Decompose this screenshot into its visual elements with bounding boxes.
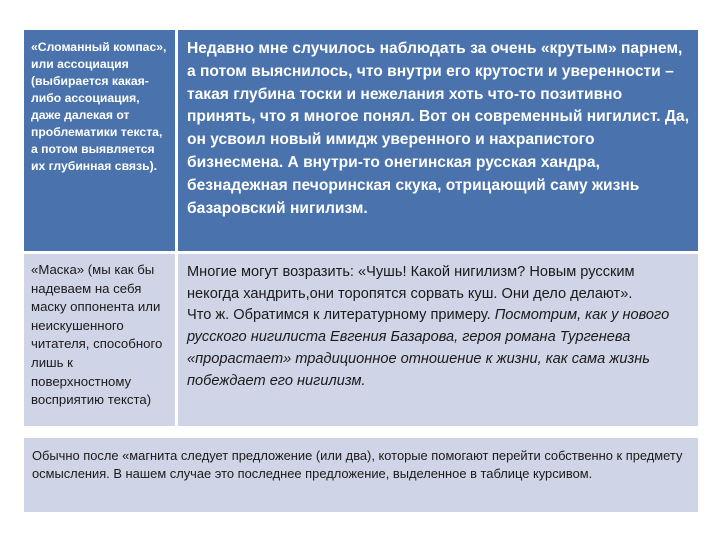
technique-example-mask — [178, 254, 698, 426]
example-paragraph-response — [187, 305, 690, 392]
technique-name-broken-compass: «Сломанный компас», или ассоциация (выбирается какая-либо ассоциация, даже далекая от проблематики текста, а потом выявляется их глубинная связь). — [24, 30, 175, 251]
techniques-table — [24, 30, 698, 426]
example-paragraph-objection: Многие могут возразить: «Чушь! Какой нигилизм? Новым русским некогда хандрить,они торопятся сорвать куш. Они дело делают». — [187, 264, 635, 302]
footnote-box: Обычно после «магнита следует предложение (или два), которые помогают перейти собственно к предмету осмысления. В нашем случае это последнее предложение, выделенное в таблице курсивом. — [24, 438, 698, 512]
response-plain-text: Что ж. Обратимся к литературному примеру. — [187, 307, 495, 324]
technique-example-broken-compass: Недавно мне случилось наблюдать за очень «крутым» парнем, а потом выяснилось, что внутри его крутости и уверенности – такая глубина тоски и нежелания хоть что-то позитивно принять, что я многое понял. Вот он современный нигилист. Да, он усвоил новый имидж уверенного и нахрапистого бизнесмена. А внутри-то онегинская русская хандра, безнадежная печоринская скука, отрицающий саму жизнь базаровский нигилизм. — [178, 30, 698, 251]
response-italic-text: Посмотрим, как у нового русского нигилиста Евгения Базарова, героя романа Тургенева «прорастает» традиционное отношение к жизни, как сама жизнь побеждает его нигилизм. — [187, 307, 670, 389]
technique-name-mask: «Маска» (мы как бы надеваем на себя маску оппонента или неискушенного читателя, способного лишь к поверхностному восприятию текста) — [24, 254, 175, 426]
